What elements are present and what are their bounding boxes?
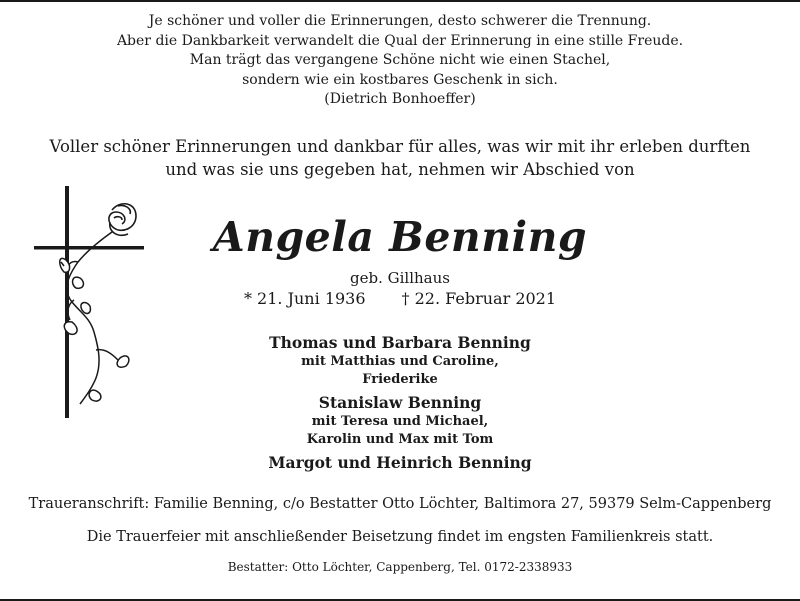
life-dates: [0, 288, 800, 310]
farewell-intro: [0, 135, 800, 181]
mourner-main: Thomas und Barbara Benning: [269, 333, 531, 352]
bonhoeffer-quote: [0, 12, 800, 110]
quote-line: Man trägt das vergangene Schöne nicht wie einen Stachel,: [189, 52, 611, 68]
maiden-name: geb. Gillhaus: [350, 269, 450, 287]
birth-date: * 21. Juni 1936: [243, 289, 366, 308]
death-date: † 22. Februar 2021: [401, 289, 557, 308]
mourner-main: Stanislaw Benning: [318, 393, 482, 412]
mourner-sub: Friederike: [362, 372, 438, 387]
quote-line: sondern wie ein kostbares Geschenk in sich.: [242, 71, 558, 88]
mourner-sub: mit Teresa und Michael,: [311, 414, 489, 429]
intro-line: Voller schöner Erinnerungen und dankbar für alles, was wir mit ihr erleben durften: [49, 137, 751, 156]
mourner-sub: Karolin und Max mit Tom: [306, 432, 494, 447]
mourning-address: Traueranschrift: Familie Benning, c/o Bestatter Otto Löchter, Baltimora 27, 59379 Selm-Cappenberg: [28, 496, 772, 512]
quote-author: (Dietrich Bonhoeffer): [324, 91, 476, 107]
quote-line: Aber die Dankbarkeit verwandelt die Qual der Erinnerung in eine stille Freude.: [116, 32, 684, 49]
deceased-name: Angela Benning: [212, 213, 588, 261]
mourner-main: Margot und Heinrich Benning: [268, 453, 532, 472]
mourner-sub: mit Matthias und Caroline,: [301, 354, 499, 369]
intro-line: und was sie uns gegeben hat, nehmen wir Abschied von: [165, 160, 635, 179]
undertaker-info: Bestatter: Otto Löchter, Cappenberg, Tel. 0172-2338933: [227, 560, 573, 574]
ceremony-note: Die Trauerfeier mit anschließender Beisetzung findet im engsten Familienkreis statt.: [86, 529, 714, 545]
mourners-list: [0, 332, 800, 473]
quote-line: Je schöner und voller die Erinnerungen, desto schwerer die Trennung.: [148, 13, 652, 29]
